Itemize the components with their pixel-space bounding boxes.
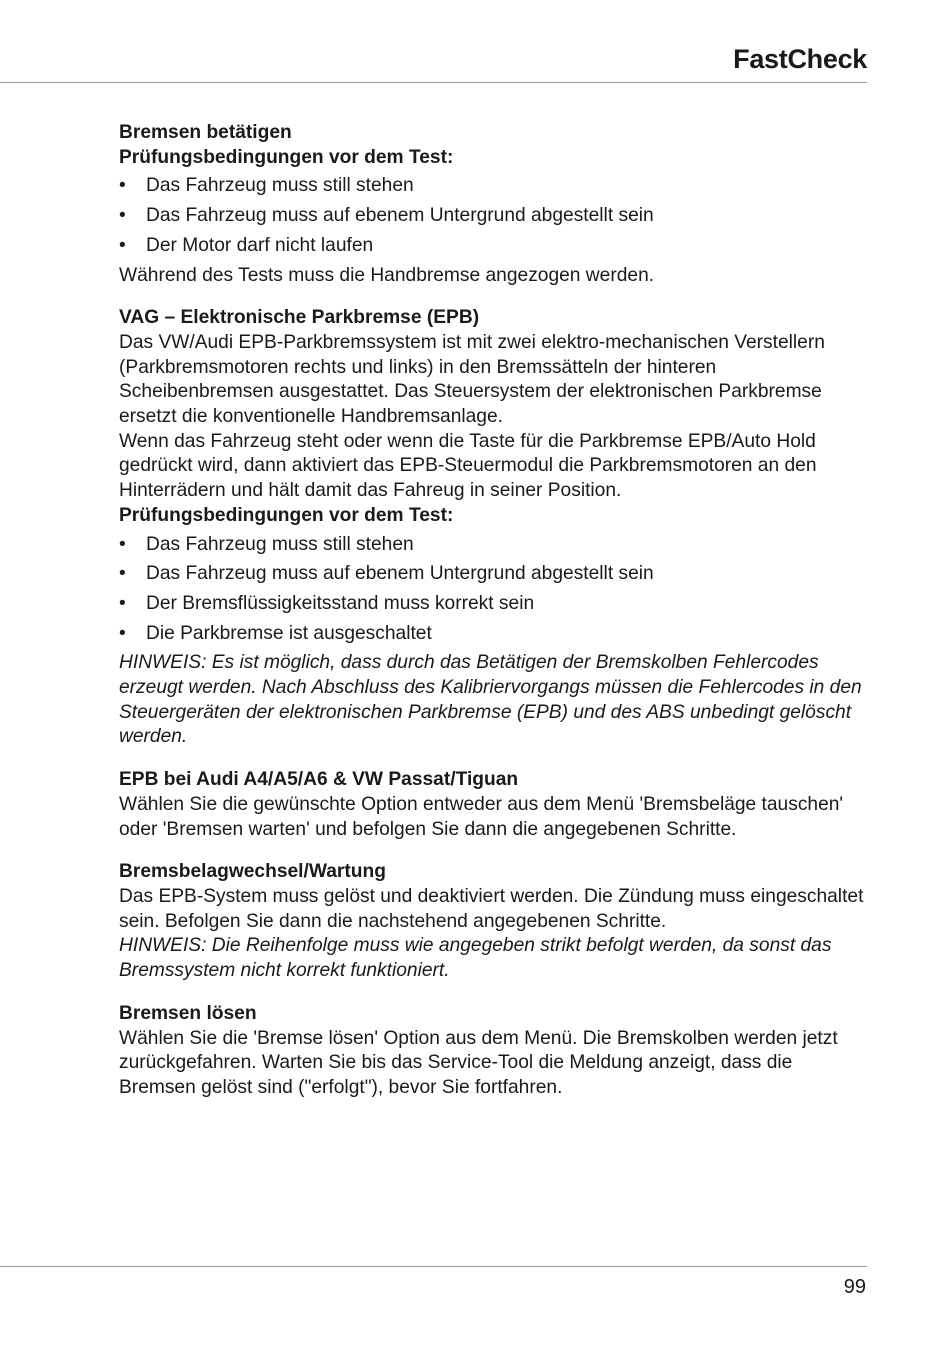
section-heading: Bremsen lösen xyxy=(119,1002,257,1024)
section-heading: VAG – Elektronische Parkbremse (EPB) xyxy=(119,307,480,329)
section-vag-epb xyxy=(119,306,869,750)
section-bremsen-betaetigen xyxy=(119,121,869,288)
page-title: FastCheck xyxy=(733,44,867,74)
paragraph: Wählen Sie die gewünschte Option entweder aus dem Menü 'Bremsbeläge tauschen' oder 'Bremsen warten' und befolgen Sie dann die angegebenen Schritte. xyxy=(119,793,844,840)
list-item: • Die Parkbremse ist ausgeschaltet xyxy=(119,622,869,647)
paragraph: Wählen Sie die 'Bremse lösen' Option aus dem Menü. Die Bremskolben werden jetzt zurückgefahren. Warten Sie bis das Service-Tool die Meldung anzeigt, dass die Bremsen gelöst sind ("erfolgt"), bevor Sie fortfahren. xyxy=(119,1027,838,1098)
conditions-heading: Prüfungsbedingungen vor dem Test: xyxy=(119,146,454,168)
section-heading: Bremsbelagwechsel/Wartung xyxy=(119,861,386,883)
page-number: 99 xyxy=(843,1276,866,1298)
section-heading: EPB bei Audi A4/A5/A6 & VW Passat/Tiguan xyxy=(119,769,519,791)
list-item: • Der Motor darf nicht laufen xyxy=(119,234,869,259)
paragraph: Das VW/Audi EPB-Parkbremssystem ist mit zwei elektro-mechanischen Verstellern (Parkbremsmotoren rechts und links) in den Bremssätteln der hinteren Scheibenbremsen ausgestattet. Das Steuersystem der elektronischen Parkbremse ersetzt die konventionelle Handbremsanlage. xyxy=(119,331,825,428)
conditions-list xyxy=(119,533,869,647)
header-divider xyxy=(0,82,867,83)
list-item: • Das Fahrzeug muss still stehen xyxy=(119,174,869,199)
paragraph: Das EPB-System muss gelöst und deaktiviert werden. Die Zündung muss eingeschaltet sein. Befolgen Sie dann die nachstehend angegebenen Schritte. xyxy=(119,885,864,932)
list-item: • Der Bremsflüssigkeitsstand muss korrekt sein xyxy=(119,592,869,617)
conditions-heading: Prüfungsbedingungen vor dem Test: xyxy=(119,504,454,526)
section-bremsbelagwechsel xyxy=(119,860,869,984)
conditions-list xyxy=(119,174,869,258)
paragraph: Während des Tests muss die Handbremse angezogen werden. xyxy=(119,264,655,286)
note-text: HINWEIS: Es ist möglich, dass durch das Betätigen der Bremskolben Fehlercodes erzeugt werden. Nach Abschluss des Kalibriervorgangs müssen die Fehlercodes in den Steuergeräten der elektronischen Parkbremse (EPB) und des ABS unbedingt gelöscht werden. xyxy=(119,652,862,748)
paragraph: Wenn das Fahrzeug steht oder wenn die Taste für die Parkbremse EPB/Auto Hold gedrückt wird, dann aktiviert das EPB-Steuermodul die Parkbremsmotoren an den Hinterrädern und hält damit das Fahreug in seiner Position. xyxy=(119,430,817,502)
section-bremsen-loesen xyxy=(119,1002,869,1101)
list-item: • Das Fahrzeug muss auf ebenem Untergrund abgestellt sein xyxy=(119,562,869,587)
list-item: • Das Fahrzeug muss still stehen xyxy=(119,533,869,558)
list-item: • Das Fahrzeug muss auf ebenem Untergrund abgestellt sein xyxy=(119,204,869,229)
footer-divider xyxy=(0,1266,867,1267)
section-epb-audi-vw xyxy=(119,768,869,842)
note-text: HINWEIS: Die Reihenfolge muss wie angegeben strikt befolgt werden, da sonst das Bremssystem nicht korrekt funktioniert. xyxy=(119,935,832,982)
section-heading: Bremsen betätigen xyxy=(119,122,292,143)
page-content xyxy=(119,121,869,1101)
